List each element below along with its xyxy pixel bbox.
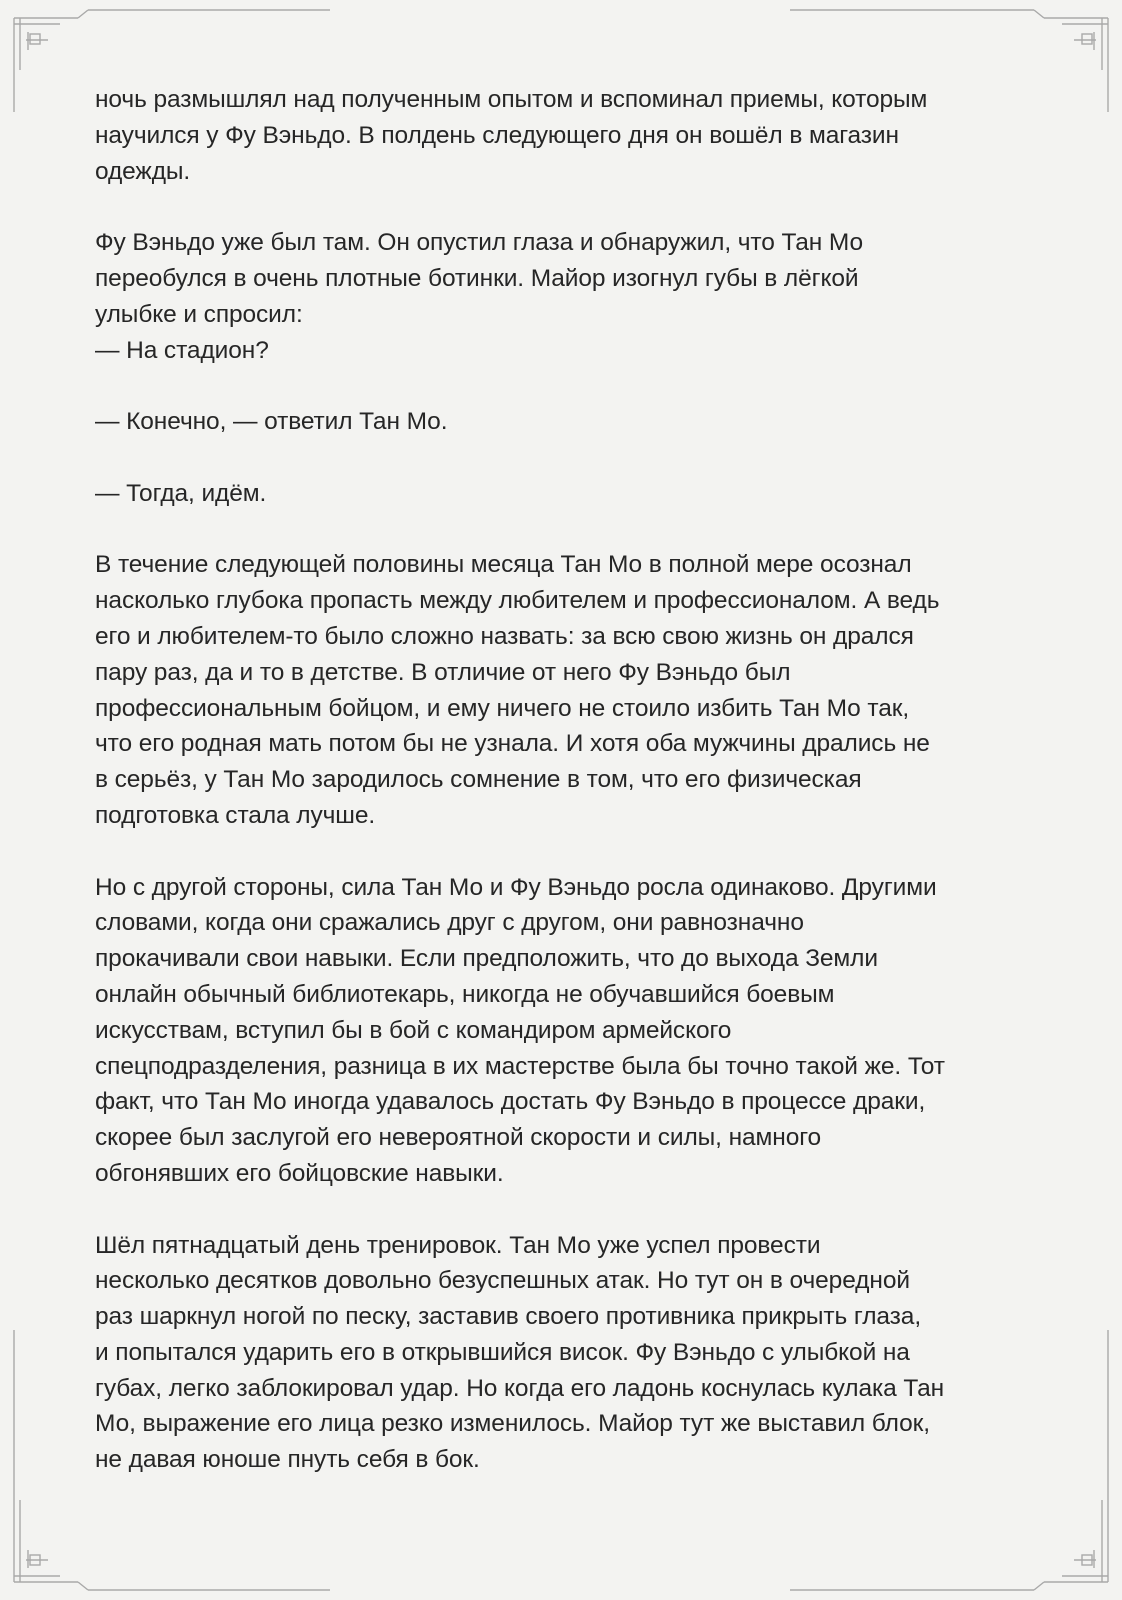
page-body-text [95, 82, 1030, 1478]
paragraph: Шёл пятнадцатый день тренировок. Тан Мо уже успел провести несколько десятков довольно безуспешных атак. Но тут он в очередной раз шаркнул ногой по песку, заставив своего противника прикрыть глаза, и попытался ударить его в открывшийся висок. Фу Вэньдо с улыбкой на губах, легко заблокировал удар. Но когда его ладонь коснулась кулака Тан Мо, выражение его лица резко изменилось. Майор тут же выставил блок, не давая юноше пнуть себя в бок. [95, 1231, 945, 1474]
paragraph: Фу Вэньдо уже был там. Он опустил глаза и обнаружил, что Тан Мо переобулся в очень плотные ботинки. Майор изогнул губы в лёгкой улыбке и спросил: [95, 229, 864, 328]
dialogue-line: — Тогда, идём. [95, 479, 267, 507]
dialogue-line: — На стадион? [95, 336, 269, 364]
paragraph: В течение следующей половины месяца Тан Мо в полной мере осознал насколько глубока пропасть между любителем и профессионалом. А ведь его и любителем-то было сложно назвать: за всю свою жизнь он дрался пару раз, да и то в детстве. В отличие от него Фу Вэньдо был профессиональным бойцом, и ему ничего не стоило избить Тан Мо так, что его родная мать потом бы не узнала. И хотя оба мужчины дрались не в серьёз, у Тан Мо зародилось сомнение в том, что его физическая подготовка стала лучше. [95, 551, 940, 829]
paragraph: ночь размышлял над полученным опытом и вспоминал приемы, которым научился у Фу Вэньдо. В полдень следующего дня он вошёл в магазин одежды. [95, 86, 928, 185]
paragraph: Но с другой стороны, сила Тан Мо и Фу Вэньдо росла одинаково. Другими словами, когда они сражались друг с другом, они равнозначно прокачивали свои навыки. Если предположить, что до выхода Земли онлайн обычный библиотекарь, никогда не обучавшийся боевым искусствам, вступил бы в бой с командиром армейского спецподразделения, разница в их мастерстве была бы точно такой же. Тот факт, что Тан Мо иногда удавалось достать Фу Вэньдо в процессе драки, скорее был заслугой его невероятной скорости и силы, намного обгонявших его бойцовские навыки. [95, 873, 945, 1187]
dialogue-line: — Конечно, — ответил Тан Мо. [95, 408, 448, 436]
